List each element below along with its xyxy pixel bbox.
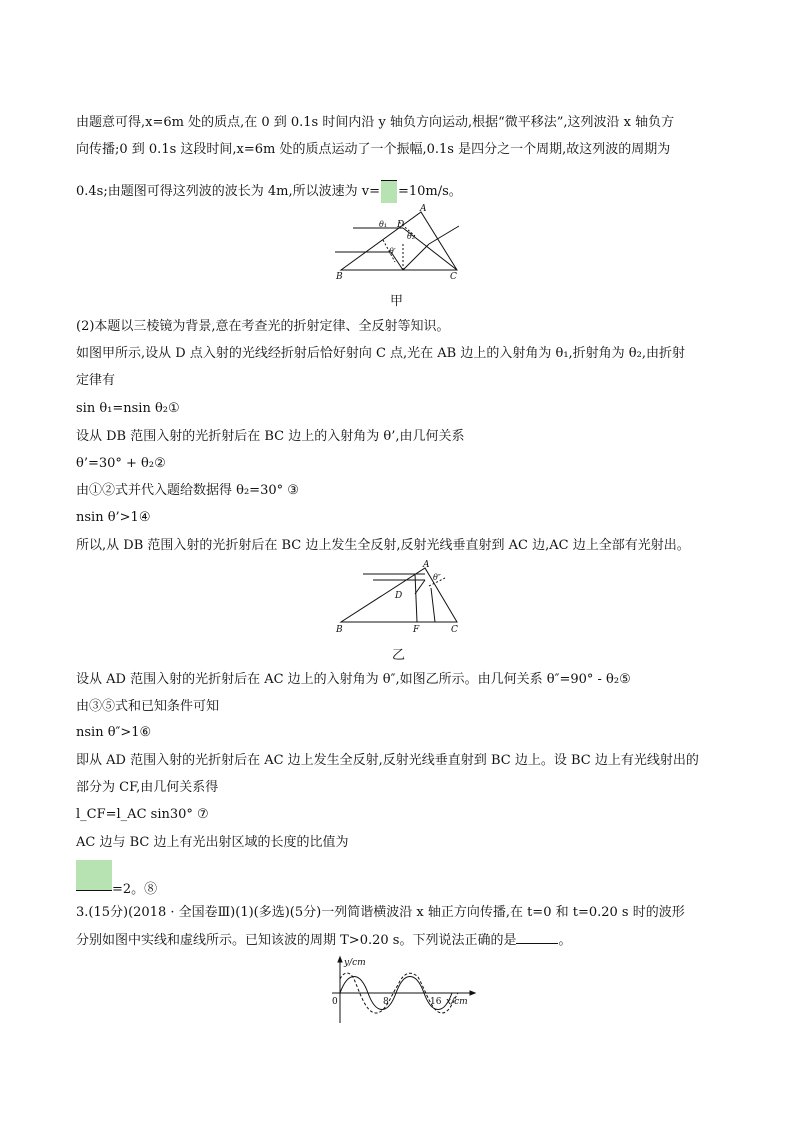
para3-line3: 即从 AD 范围入射的光折射后在 AC 边上发生全反射,反射光线垂直射到 BC 边上。设 BC 边上有光线射出的 [76, 753, 699, 768]
label-D: D [395, 591, 403, 601]
para1-line3-result: =10m/s。 [397, 184, 462, 199]
label-theta2: θ₂ [407, 232, 416, 241]
para3-line4: 部分为 CF,由几何关系得 [76, 780, 219, 795]
x-axis-label: x/cm [446, 997, 468, 1007]
equation-6: nsin θ″>1⑥ [76, 725, 152, 740]
figure-yi [333, 560, 463, 640]
wave-figure [322, 955, 482, 1027]
label-theta-prime: θ′ [389, 247, 396, 256]
para2-line3: 设从 DB 范围入射的光折射后在 BC 边上的入射角为 θ’,由几何关系 [76, 429, 465, 444]
figure-jia-caption: 甲 [390, 294, 404, 309]
para3-line2: 由③⑤式和已知条件可知 [76, 699, 220, 714]
equation-4: nsin θ’>1④ [76, 510, 151, 525]
formula-ratio-placeholder [76, 860, 112, 891]
equation-8 [76, 860, 157, 899]
equation-1: sin θ₁=nsin θ₂① [76, 401, 180, 416]
label-theta1: θ₁ [379, 220, 388, 229]
equation-8-text: =2。⑧ [112, 882, 158, 897]
label-F: F [413, 625, 420, 635]
para3-line5: AC 边与 BC 边上有光出射区域的长度的比值为 [76, 835, 349, 850]
label-C: C [451, 625, 458, 635]
equation-2: θ’=30° + θ₂② [76, 456, 166, 471]
formula-fraction-placeholder [381, 180, 397, 203]
para1-line3 [76, 180, 462, 203]
tick-16: 16 [430, 997, 442, 1007]
para2-line2: 定律有 [76, 373, 116, 388]
para2-intro: (2)本题以三棱镜为背景,意在考查光的折射定律、全反射等知识。 [76, 319, 450, 334]
label-B: B [336, 272, 343, 282]
para3-line1: 设从 AD 范围入射的光折射后在 AC 边上的入射角为 θ″,如图乙所示。由几何关系 θ″=90° - θ₂⑤ [76, 672, 631, 687]
question3-line2-end: 。 [558, 933, 572, 948]
label-B: B [336, 625, 343, 635]
figure-yi-caption: 乙 [392, 648, 406, 663]
para1-line1: 由题意可得,x=6m 处的质点,在 0 到 0.1s 时间内沿 y 轴负方向运动,根据“微平移法”,这列波沿 x 轴负方 [76, 115, 675, 130]
label-A: A [423, 560, 430, 570]
label-C: C [450, 272, 457, 282]
question3-line1: 3.(15分)(2018 · 全国卷Ⅲ)(1)(多选)(5分)一列简谐横波沿 x 轴正方向传播,在 t=0 和 t=0.20 s 时的波形 [76, 905, 685, 920]
para1-line3-text: 0.4s;由题图可得这列波的波长为 4m,所以波速为 v= [76, 184, 380, 199]
tick-0: 0 [332, 997, 338, 1007]
tick-8: 8 [383, 997, 389, 1007]
answer-blank [516, 931, 558, 944]
figure-jia [333, 204, 463, 284]
question3-line2-text: 分别如图中实线和虚线所示。已知该波的周期 T>0.20 s。下列说法正确的是 [76, 933, 517, 948]
question3-line2 [76, 931, 571, 950]
label-theta-double-prime: θ″ [433, 573, 441, 582]
para1-line2: 向传播;0 到 0.1s 这段时间,x=6m 处的质点运动了一个振幅,0.1s 是四分之一个周期,故这列波的周期为 [76, 142, 671, 157]
para2-line1: 如图甲所示,设从 D 点入射的光线经折射后恰好射向 C 点,光在 AB 边上的入射角为 θ₁,折射角为 θ₂,由折射 [76, 346, 685, 361]
equation-7: l_CF=l_AC sin30° ⑦ [76, 807, 209, 822]
para2-line4: 由①②式并代入题给数据得 θ₂=30° ③ [76, 483, 299, 498]
para2-line5: 所以,从 DB 范围入射的光折射后在 BC 边上发生全反射,反射光线垂直射到 AC 边,AC 边上全部有光射出。 [76, 538, 690, 553]
y-axis-label: y/cm [344, 958, 366, 968]
label-D: D [397, 220, 405, 230]
label-A: A [420, 204, 427, 214]
